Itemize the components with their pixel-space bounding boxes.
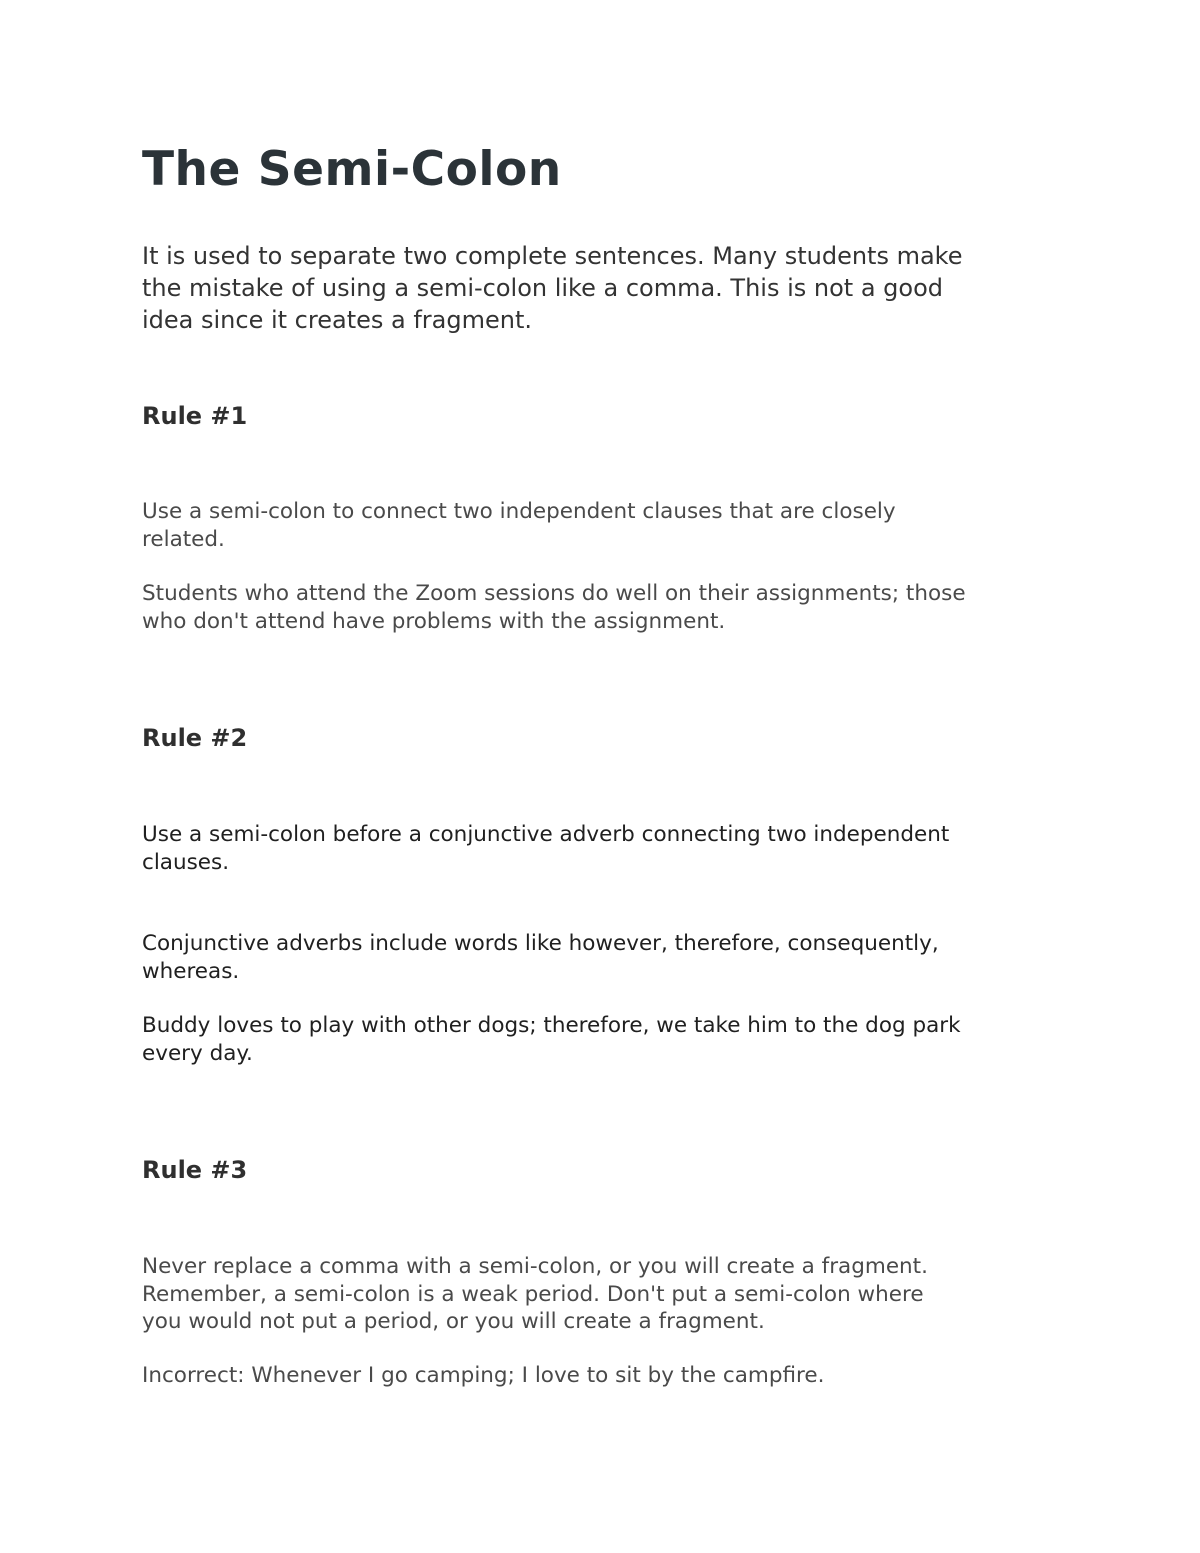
rule-3-example: Incorrect: Whenever I go camping; I love to sit by the campfire.	[142, 1363, 825, 1388]
rule-2-note: Conjunctive adverbs include words like however, therefore, consequently, whereas.	[142, 931, 939, 984]
rule-2-heading: Rule #2	[142, 724, 248, 752]
rule-1-example: Students who attend the Zoom sessions do well on their assignments; those who don't attend have problems with the assignment.	[142, 581, 966, 634]
rule-1-description: Use a semi-colon to connect two independent clauses that are closely related.	[142, 499, 896, 552]
rule-2-description: Use a semi-colon before a conjunctive adverb connecting two independent clauses.	[142, 822, 950, 875]
rule-3-heading: Rule #3	[142, 1156, 248, 1184]
intro-paragraph: It is used to separate two complete sentences. Many students make the mistake of using a semi-colon like a comma. This is not a good idea since it creates a fragment.	[142, 242, 963, 334]
rule-1-heading: Rule #1	[142, 402, 248, 430]
rule-2-example: Buddy loves to play with other dogs; therefore, we take him to the dog park every day.	[142, 1013, 961, 1066]
rule-3-description: Never replace a comma with a semi-colon, or you will create a fragment. Remember, a semi-colon is a weak period. Don't put a semi-colon where you would not put a period, or you will create a fragment.	[142, 1254, 928, 1334]
page-title: The Semi-Colon	[142, 142, 562, 197]
